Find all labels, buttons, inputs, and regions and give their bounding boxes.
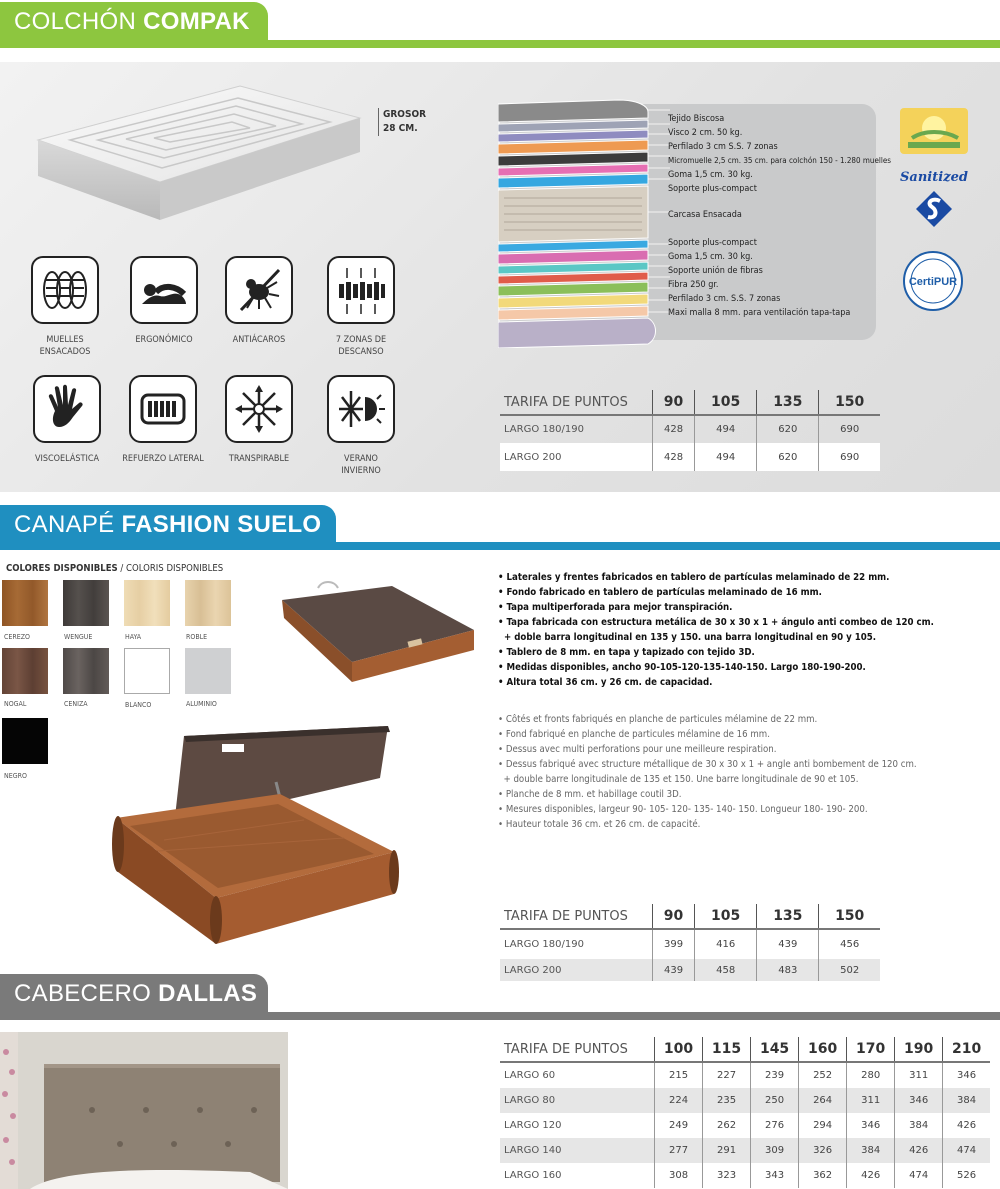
- row-label: LARGO 180/190: [504, 939, 584, 950]
- price-cell: 620: [757, 415, 819, 443]
- color-swatch-nogal[interactable]: [2, 648, 48, 694]
- feature-item: • Tablero de 8 mm. en tapa y tapizado con tejido 3D.: [498, 647, 755, 658]
- size-header: 210: [943, 1037, 990, 1062]
- sanitized-text: Sanitized: [900, 170, 968, 185]
- row-label: LARGO 140: [500, 1138, 655, 1163]
- colors-heading-fr: / COLORIS DISPONIBLES: [117, 563, 224, 574]
- features-list-fr: [498, 712, 917, 832]
- table-row: [500, 929, 880, 959]
- price-cell: 384: [943, 1088, 990, 1113]
- feature-item: • Medidas disponibles, ancho 90-105-120-135-140-150. Largo 180-190-200.: [498, 662, 866, 673]
- quality-badge-icon: [900, 108, 968, 154]
- color-swatch-ceniza[interactable]: [63, 648, 109, 694]
- color-swatch-haya[interactable]: [124, 580, 170, 626]
- layer-label: Fibra 250 gr.: [668, 280, 719, 290]
- feature-label: ANTIÁCAROS: [232, 335, 286, 345]
- color-swatch-wengue[interactable]: [63, 580, 109, 626]
- price-cell: 439: [757, 929, 819, 959]
- row-label: LARGO 200: [500, 959, 653, 981]
- price-cell: 690: [819, 443, 880, 471]
- thickness-label-line: GROSOR: [383, 109, 427, 120]
- size-header: 135: [757, 390, 819, 415]
- lying-body-icon: [130, 256, 198, 324]
- size-header: 105: [695, 904, 757, 929]
- feature-anti-mite: [209, 256, 309, 346]
- price-cell: 323: [703, 1163, 751, 1188]
- price-table-canape: [500, 904, 880, 981]
- price-cell: 483: [757, 959, 819, 981]
- colors-heading: [6, 563, 223, 574]
- price-cell: 458: [695, 959, 757, 981]
- table-row: [500, 443, 880, 471]
- price-cell: 326: [799, 1138, 847, 1163]
- feature-pocket-springs: [15, 256, 115, 358]
- layer-label: Soporte unión de fibras: [668, 266, 763, 276]
- svg-text:CertiPUR: CertiPUR: [908, 276, 958, 288]
- price-cell: 474: [943, 1138, 990, 1163]
- price-table-cabecero: [500, 1037, 990, 1188]
- price-cell: 311: [895, 1062, 943, 1088]
- price-cell: 399: [653, 929, 695, 959]
- mattress-image: [30, 78, 370, 228]
- price-table-colchon: [500, 390, 880, 471]
- side-reinforcement-icon: [129, 375, 197, 443]
- price-cell: 346: [943, 1062, 990, 1088]
- size-header: 145: [751, 1037, 799, 1062]
- price-cell: 346: [847, 1113, 895, 1138]
- price-cell: 494: [695, 443, 757, 471]
- feature-item: • Hauteur totale 36 cm. et 26 cm. de capacité.: [498, 819, 701, 830]
- no-mite-icon: [225, 256, 293, 324]
- size-header: 135: [757, 904, 819, 929]
- price-cell: 474: [895, 1163, 943, 1188]
- section-header-cabecero: [0, 974, 1000, 1014]
- pocket-springs-icon: [31, 256, 99, 324]
- feature-label: MUELLES ENSACADOS: [39, 335, 91, 357]
- feature-item: + doble barra longitudinal en 135 y 150. una barra longitudinal en 90 y 105.: [498, 632, 877, 643]
- price-cell: 308: [655, 1163, 703, 1188]
- feature-item: • Laterales y frentes fabricados en tablero de partículas melaminado de 22 mm.: [498, 572, 890, 583]
- table-row: [500, 1088, 990, 1113]
- price-cell: 362: [799, 1163, 847, 1188]
- color-swatch-negro[interactable]: [2, 718, 48, 764]
- feature-label: VERANO INVIERNO: [341, 454, 381, 476]
- color-label: ALUMINIO: [186, 700, 217, 708]
- price-cell: 250: [751, 1088, 799, 1113]
- seven-zones-icon: [327, 256, 395, 324]
- feature-summer-winter: [311, 375, 411, 477]
- price-cell: 346: [895, 1088, 943, 1113]
- row-label: LARGO 120: [504, 1120, 562, 1131]
- price-cell: 294: [799, 1113, 847, 1138]
- feature-item: • Tapa fabricada con estructura metálica de 30 x 30 x 1 + ángulo anti combeo de 120 cm.: [498, 617, 934, 628]
- color-label: CEREZO: [4, 633, 31, 641]
- table-row: [500, 1138, 990, 1163]
- feature-seven-zones: [311, 256, 411, 358]
- hand-print-icon: [33, 375, 101, 443]
- price-cell: 224: [655, 1088, 703, 1113]
- price-cell: 249: [655, 1113, 703, 1138]
- table-row: [500, 1113, 990, 1138]
- canape-closed-image: [278, 578, 478, 690]
- price-cell: 276: [751, 1113, 799, 1138]
- table-header-row: [500, 904, 880, 929]
- color-label: WENGUE: [64, 633, 93, 641]
- table-header-row: [500, 1037, 990, 1062]
- snowflake-sun-icon: [327, 375, 395, 443]
- certipur-badge-icon: [902, 250, 964, 312]
- canape-open-image: [104, 722, 400, 944]
- headboard-image: [0, 1032, 288, 1189]
- layer-label: Carcasa Ensacada: [668, 210, 742, 220]
- section-header-canape: [0, 505, 1000, 545]
- layer-label: Tejido Biscosa: [668, 114, 725, 124]
- row-label: LARGO 160: [504, 1170, 562, 1181]
- color-label: HAYA: [125, 633, 142, 641]
- feature-side-reinforcement: [113, 375, 213, 465]
- section-title: CANAPÉ FASHION SUELO: [14, 511, 322, 538]
- size-header: 150: [819, 904, 880, 929]
- price-cell: 526: [943, 1163, 990, 1188]
- size-header: 150: [819, 390, 880, 415]
- color-label: NEGRO: [4, 772, 27, 780]
- price-cell: 426: [943, 1113, 990, 1138]
- feature-item: • Planche de 8 mm. et habillage coutil 3D.: [498, 789, 682, 800]
- color-swatch-roble[interactable]: [185, 580, 231, 626]
- size-header: 100: [655, 1037, 703, 1062]
- feature-item: • Fondo fabricado en tablero de partículas melaminado de 16 mm.: [498, 587, 822, 598]
- price-cell: 428: [653, 443, 695, 471]
- feature-item: • Tapa multiperforada para mejor transpiración.: [498, 602, 733, 613]
- layer-label: Perfilado 3 cm S.S. 7 zonas: [668, 142, 778, 152]
- feature-item: + double barre longitudinale de 135 et 150. Une barre longitudinale de 90 et 105.: [498, 774, 859, 785]
- size-header: 115: [703, 1037, 751, 1062]
- colors-heading-es: COLORES DISPONIBLES: [6, 563, 118, 574]
- color-swatch-cerezo[interactable]: [2, 580, 48, 626]
- price-cell: 215: [655, 1062, 703, 1088]
- price-cell: 277: [655, 1138, 703, 1163]
- color-label: CENIZA: [64, 700, 88, 708]
- price-cell: 235: [703, 1088, 751, 1113]
- row-label: LARGO 180/190: [504, 424, 584, 435]
- layer-label: Soporte plus-compact: [668, 238, 757, 248]
- table-row: [500, 1163, 990, 1188]
- price-cell: 426: [847, 1163, 895, 1188]
- feature-item: • Dessus fabriqué avec structure métallique de 30 x 30 x 1 + angle anti bombement de 120 cm.: [498, 759, 917, 770]
- price-cell: 291: [703, 1138, 751, 1163]
- price-cell: 309: [751, 1138, 799, 1163]
- layer-label: Micromuelle 2,5 cm. 35 cm. para colchón 150 - 1.280 muelles: [668, 156, 892, 165]
- feature-item: • Mesures disponibles, largeur 90- 105- 120- 135- 140- 150. Longueur 180- 190- 200.: [498, 804, 868, 815]
- feature-item: • Côtés et fronts fabriqués en planche de particules mélamine de 22 mm.: [498, 714, 818, 725]
- thickness-label: [378, 108, 426, 136]
- price-cell: 494: [695, 415, 757, 443]
- price-cell: 690: [819, 415, 880, 443]
- price-cell: 343: [751, 1163, 799, 1188]
- price-cell: 280: [847, 1062, 895, 1088]
- feature-visco: [17, 375, 117, 465]
- color-label: NOGAL: [4, 700, 27, 708]
- price-cell: 384: [847, 1138, 895, 1163]
- price-cell: 239: [751, 1062, 799, 1088]
- price-cell: 426: [895, 1138, 943, 1163]
- table-heading: TARIFA DE PUNTOS: [504, 908, 628, 924]
- layer-label: Maxi malla 8 mm. para ventilación tapa-tapa: [668, 308, 851, 318]
- table-heading: TARIFA DE PUNTOS: [504, 1041, 628, 1057]
- table-heading: TARIFA DE PUNTOS: [504, 394, 628, 410]
- feature-ergonomic: [114, 256, 214, 346]
- breathable-arrows-icon: [225, 375, 293, 443]
- layer-label: Soporte plus-compact: [668, 184, 757, 194]
- color-swatch-blanco[interactable]: [124, 648, 170, 694]
- layer-label: Goma 1,5 cm. 30 kg.: [668, 170, 753, 180]
- size-header: 90: [653, 390, 695, 415]
- price-cell: 439: [653, 959, 695, 981]
- feature-label: 7 ZONAS DE DESCANSO: [335, 335, 387, 357]
- price-cell: 311: [847, 1088, 895, 1113]
- price-cell: 227: [703, 1062, 751, 1088]
- feature-item: • Altura total 36 cm. y 26 cm. de capacidad.: [498, 677, 713, 688]
- table-row: [500, 415, 880, 443]
- row-label: LARGO 60: [504, 1070, 556, 1081]
- price-cell: 428: [653, 415, 695, 443]
- section-title: COLCHÓN COMPAK: [14, 8, 250, 35]
- color-swatch-aluminio[interactable]: [185, 648, 231, 694]
- sanitized-logo-icon: [914, 189, 954, 229]
- table-header-row: [500, 390, 880, 415]
- feature-item: • Dessus avec multi perforations pour une meilleure respiration.: [498, 744, 777, 755]
- feature-label: REFUERZO LATERAL: [122, 454, 204, 464]
- row-label: LARGO 200: [500, 443, 653, 471]
- color-label: BLANCO: [125, 701, 152, 709]
- price-cell: 384: [895, 1113, 943, 1138]
- sanitized-badge: [898, 170, 970, 233]
- price-cell: 456: [819, 929, 880, 959]
- features-list-es: [498, 570, 934, 690]
- size-header: 105: [695, 390, 757, 415]
- price-cell: 620: [757, 443, 819, 471]
- size-header: 170: [847, 1037, 895, 1062]
- size-header: 90: [653, 904, 695, 929]
- feature-label: ERGONÓMICO: [135, 335, 193, 345]
- section-title: CABECERO DALLAS: [14, 980, 258, 1007]
- feature-label: TRANSPIRABLE: [228, 454, 290, 464]
- feature-label: VISCOELÁSTICA: [34, 454, 100, 464]
- price-cell: 264: [799, 1088, 847, 1113]
- size-header: 160: [799, 1037, 847, 1062]
- mattress-layers-image: [498, 98, 674, 348]
- feature-breathable: [209, 375, 309, 465]
- table-row: [500, 1062, 990, 1088]
- price-cell: 252: [799, 1062, 847, 1088]
- layer-label: Perfilado 3 cm. S.S. 7 zonas: [668, 294, 781, 304]
- thickness-value: 28 CM.: [383, 123, 418, 134]
- layer-label: Visco 2 cm. 50 kg.: [668, 128, 743, 138]
- feature-item: • Fond fabriqué en planche de particules mélamine de 16 mm.: [498, 729, 770, 740]
- price-cell: 416: [695, 929, 757, 959]
- row-label: LARGO 80: [500, 1088, 655, 1113]
- color-label: ROBLE: [186, 633, 208, 641]
- size-header: 190: [895, 1037, 943, 1062]
- layer-label: Goma 1,5 cm. 30 kg.: [668, 252, 753, 262]
- price-cell: 262: [703, 1113, 751, 1138]
- price-cell: 502: [819, 959, 880, 981]
- section-header-colchon: [0, 2, 1000, 42]
